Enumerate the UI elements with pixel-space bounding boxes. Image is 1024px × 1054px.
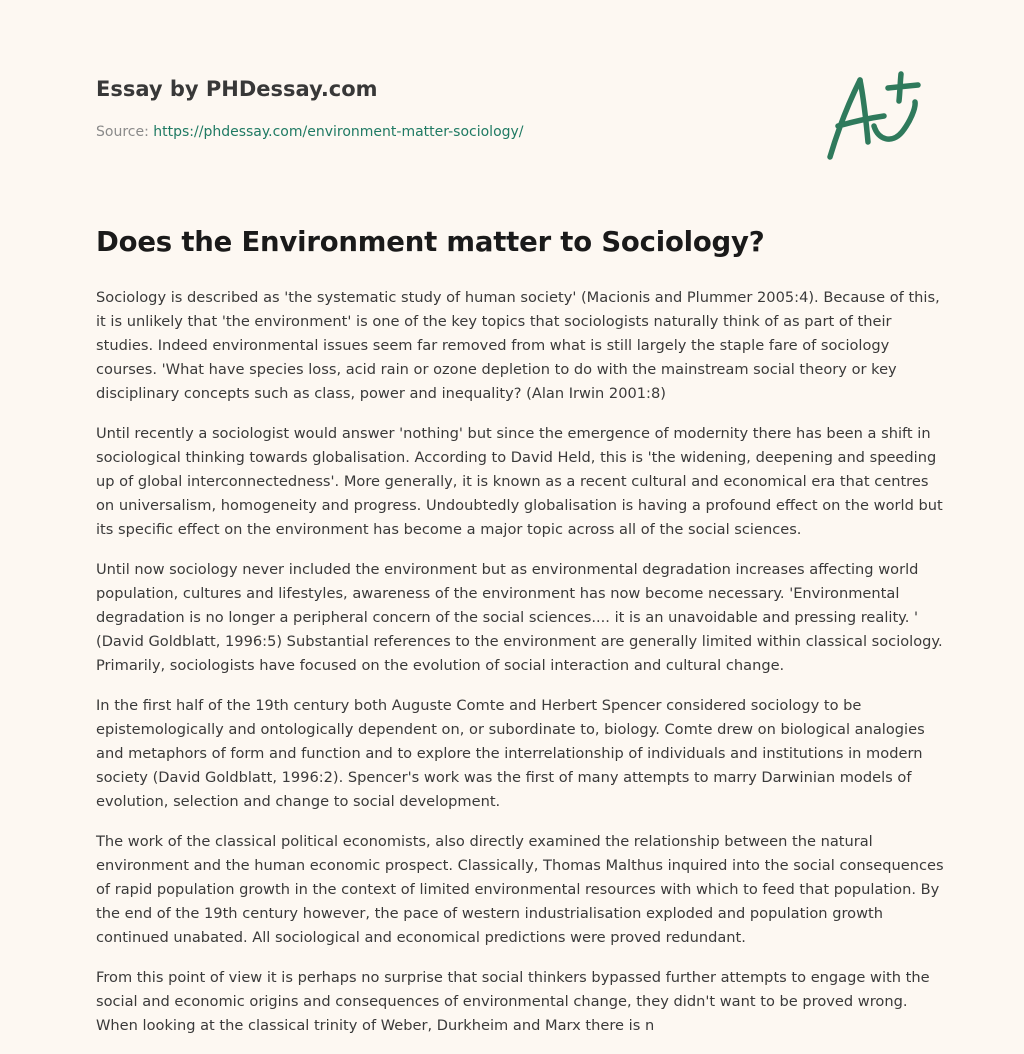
source-link[interactable]: https://phdessay.com/environment-matter-sociology/ (153, 124, 524, 140)
paragraph: In the first half of the 19th century both Auguste Comte and Herbert Spencer considered sociology to be epistemologically and ontologically dependent on, or subordinate to, biology. Comte drew on biological analogies and metaphors of form and function and to explore the interrelationship of individuals and institutions in modern society (David Goldblatt, 1996:2). Spencer's work was the first of many attempts to marry Darwinian models of evolution, selection and change to social development. (96, 697, 925, 810)
paragraph: From this point of view it is perhaps no surprise that social thinkers bypassed further attempts to engage with the social and economic origins and consequences of environmental change, they didn't want to be proved wrong. When looking at the classical trinity of Weber, Durkheim and Marx there is n (96, 969, 930, 1034)
paragraph: The work of the classical political economists, also directly examined the relationship between the natural environment and the human economic prospect. Classically, Thomas Malthus inquired into the social consequences of rapid population growth in the context of limited environmental resources with which to feed that population. By the end of the 19th century however, the pace of western industrialisation exploded and population growth continued unabated. All sociological and economical predictions were proved redundant. (96, 833, 944, 946)
paragraph: Until recently a sociologist would answer 'nothing' but since the emergence of modernity there has been a shift in sociological thinking towards globalisation. According to David Held, this is 'the widening, deepening and speeding up of global interconnectedness'. More generally, it is known as a recent cultural and economical era that centres on universalism, homogeneity and progress. Undoubtedly globalisation is having a profound effect on the world but its specific effect on the environment has become a major topic across all of the social sciences. (96, 425, 943, 538)
a-plus-logo-icon (822, 68, 928, 164)
paragraph: Sociology is described as 'the systematic study of human society' (Macionis and Plummer 2005:4). Because of this, it is unlikely that 'the environment' is one of the key topics that sociologists naturally think of as part of their studies. Indeed environmental issues seem far removed from what is still largely the staple fare of sociology courses. 'What have species loss, acid rain or ozone depletion to do with the mainstream social theory or key disciplinary concepts such as class, power and inequality? (Alan Irwin 2001:8) (96, 289, 940, 402)
essay-title: Does the Environment matter to Sociology? (96, 226, 765, 258)
paragraph: Until now sociology never included the environment but as environmental degradation increases affecting world population, cultures and lifestyles, awareness of the environment has now become necessary. 'Environmental degradation is no longer a peripheral concern of the social sciences.... it is an unavoidable and pressing reality. ' (David Goldblatt, 1996:5) Substantial references to the environment are generally limited within classical sociology. Primarily, sociologists have focused on the evolution of social interaction and cultural change. (96, 561, 943, 674)
brand-title: Essay by PHDessay.com (96, 77, 378, 101)
source-label: Source: (96, 124, 154, 140)
essay-body (96, 286, 946, 1054)
source-line (96, 124, 524, 140)
